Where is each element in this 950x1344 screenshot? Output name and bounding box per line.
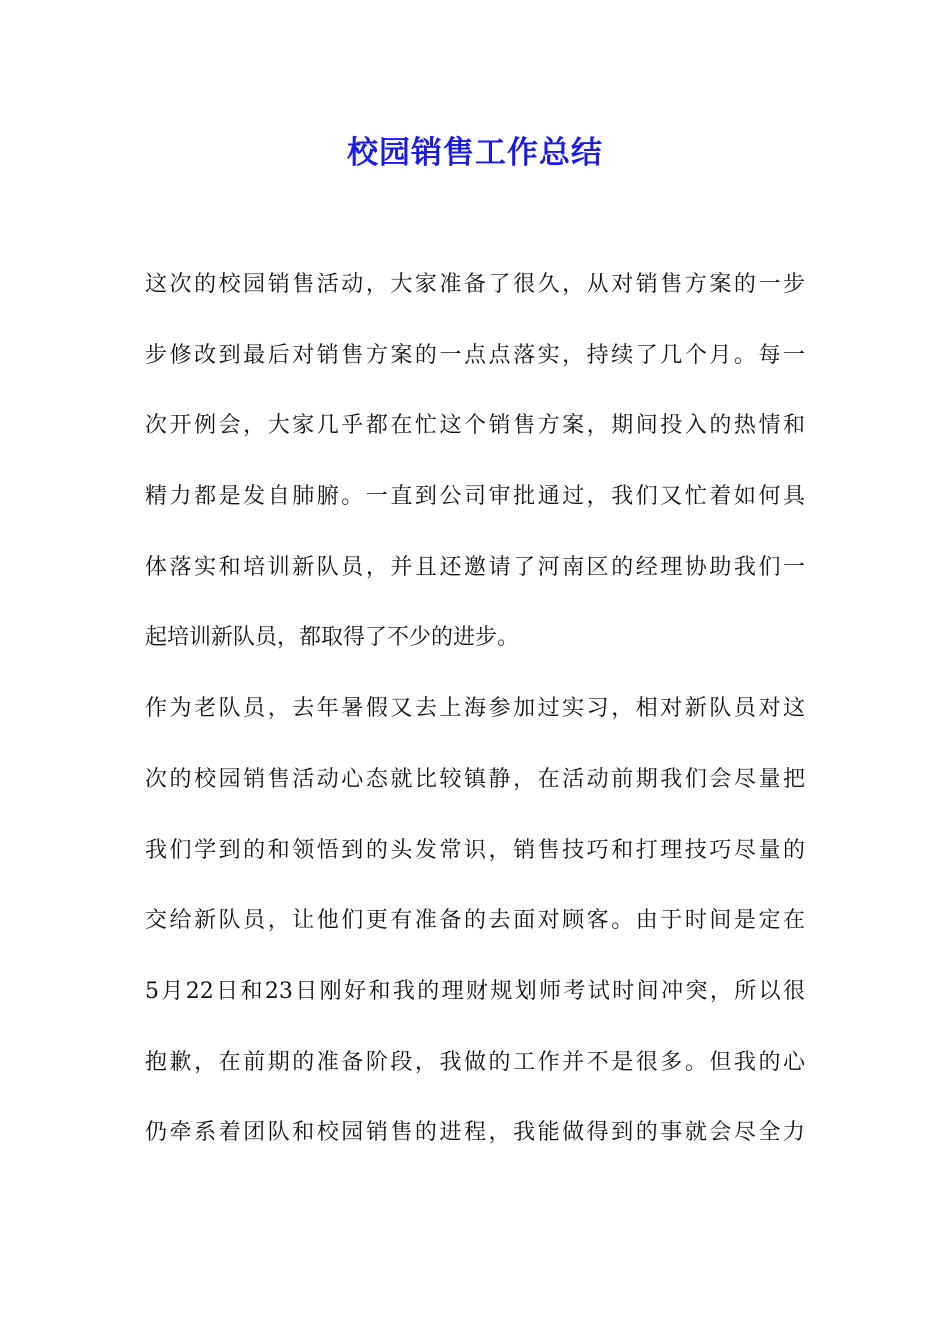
- text-line: 作为老队员，去年暑假又去上海参加过实习，相对新队员对这: [145, 696, 805, 722]
- text-line: 精力都是发自肺腑。一直到公司审批通过，我们又忙着如何具: [145, 484, 805, 510]
- text-line: 次的校园销售活动心态就比较镇静，在活动前期我们会尽量把: [145, 766, 805, 792]
- text-line: 我们学到的和领悟到的头发常识，销售技巧和打理技巧尽量的: [145, 837, 805, 863]
- text-line: 次开例会，大家几乎都在忙这个销售方案，期间投入的热情和: [145, 413, 805, 439]
- text-line: 这次的校园销售活动，大家准备了很久，从对销售方案的一步: [145, 272, 805, 297]
- document-title: 校园销售工作总结: [347, 135, 603, 171]
- document-body: [145, 258, 805, 1177]
- text-line: 仍牵系着团队和校园销售的进程，我能做得到的事就会尽全力: [145, 1120, 805, 1146]
- text-line: 体落实和培训新队员，并且还邀请了河南区的经理协助我们一: [145, 554, 805, 580]
- text-line: 步修改到最后对销售方案的一点点落实，持续了几个月。每一: [145, 342, 805, 368]
- text-line: 起培训新队员，都取得了不少的进步。: [145, 625, 520, 651]
- text-line: 5月22日和23日刚好和我的理财规划师考试时间冲突，所以很: [145, 978, 805, 1004]
- text-line: 抱歉，在前期的准备阶段，我做的工作并不是很多。但我的心: [145, 1049, 805, 1075]
- text-line: 交给新队员，让他们更有准备的去面对顾客。由于时间是定在: [145, 908, 805, 934]
